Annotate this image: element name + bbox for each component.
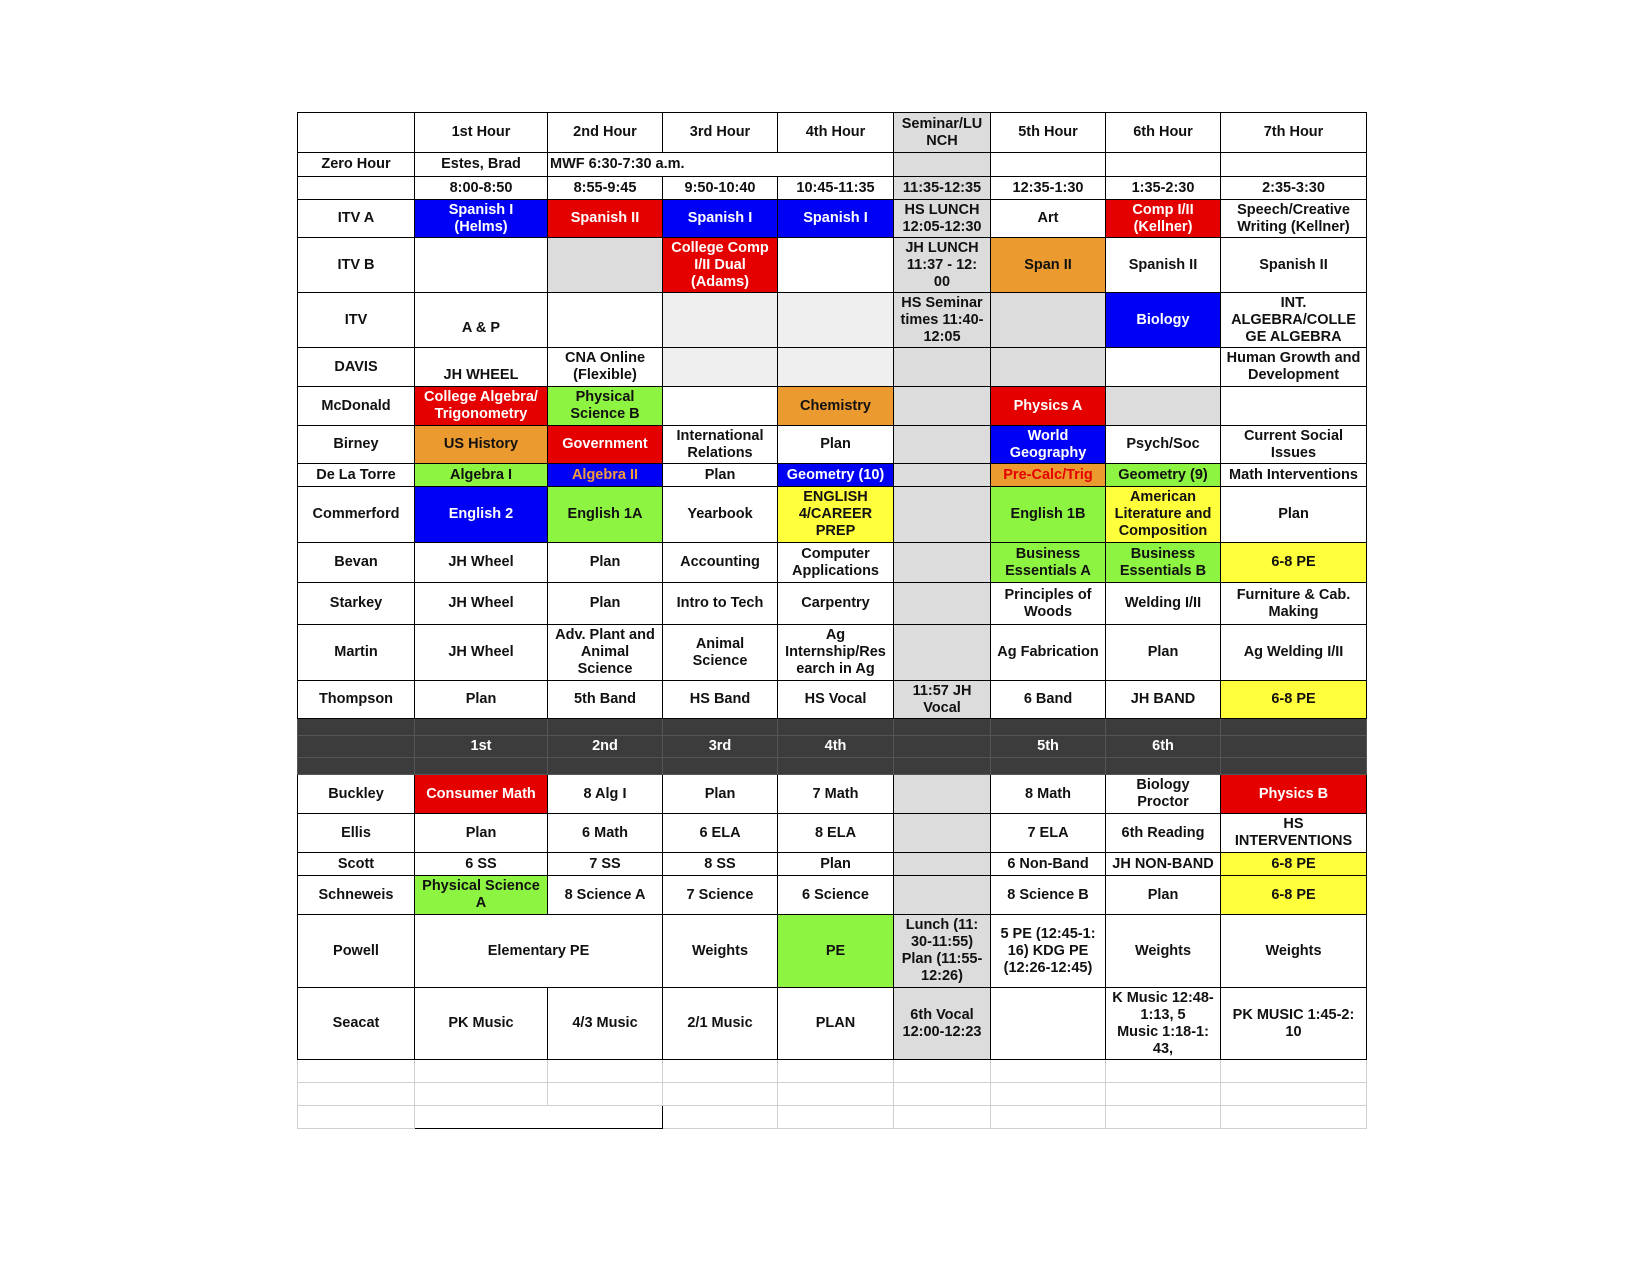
cell: ENGLISH 4/CAREER PREP — [778, 487, 894, 543]
cell: PK Music — [415, 988, 548, 1060]
cell: K Music 12:48- 1:13, 5 Music 1:18-1: 43, — [1106, 988, 1221, 1060]
empty-cell — [298, 1083, 415, 1106]
cell: PE — [778, 915, 894, 988]
divider-cell — [548, 758, 663, 775]
cell: Spanish II — [548, 200, 663, 238]
column-header — [1221, 736, 1367, 758]
cell: Art — [991, 200, 1106, 238]
row-label: Bevan — [298, 543, 415, 583]
row-label: DAVIS — [298, 348, 415, 387]
row-label: Commerford — [298, 487, 415, 543]
cell — [894, 876, 991, 915]
cell: Weights — [663, 915, 778, 988]
row-label: De La Torre — [298, 464, 415, 487]
cell: Government — [548, 426, 663, 464]
table-row — [298, 487, 1367, 543]
cell: English 2 — [415, 487, 548, 543]
cell: PLAN — [778, 988, 894, 1060]
empty-cell — [894, 1060, 991, 1083]
cell: Business Essentials A — [991, 543, 1106, 583]
table-row — [298, 387, 1367, 426]
table-row — [298, 1083, 1367, 1106]
cell: Welding I/II — [1106, 583, 1221, 625]
table-row — [298, 915, 1367, 988]
cell: Carpentry — [778, 583, 894, 625]
cell: 6 Math — [548, 814, 663, 853]
cell — [894, 583, 991, 625]
column-header: 5th — [991, 736, 1106, 758]
cell: Spanish II — [1221, 238, 1367, 293]
cell: Algebra I — [415, 464, 548, 487]
cell: Intro to Tech — [663, 583, 778, 625]
cell: Spanish I — [663, 200, 778, 238]
cell: Ag Welding I/II — [1221, 625, 1367, 681]
cell: Furniture & Cab. Making — [1221, 583, 1367, 625]
table-row — [298, 736, 1367, 758]
row-label: ITV — [298, 293, 415, 348]
time-cell: 12:35-1:30 — [991, 177, 1106, 200]
cell — [663, 387, 778, 426]
divider-cell — [663, 719, 778, 736]
schedule-table — [297, 112, 1367, 1129]
cell: Estes, Brad — [415, 153, 548, 177]
empty-cell — [1221, 1060, 1367, 1083]
table-row — [298, 348, 1367, 387]
time-cell: 10:45-11:35 — [778, 177, 894, 200]
table-row — [298, 625, 1367, 681]
row-label: Starkey — [298, 583, 415, 625]
column-header: 2nd — [548, 736, 663, 758]
divider-cell — [548, 719, 663, 736]
cell: Spanish I — [778, 200, 894, 238]
cell: Ag Internship/Res earch in Ag — [778, 625, 894, 681]
cell: Current Social Issues — [1221, 426, 1367, 464]
cell — [1106, 153, 1221, 177]
cell: 5 PE (12:45-1: 16) KDG PE (12:26-12:45) — [991, 915, 1106, 988]
cell: Physical Science B — [548, 387, 663, 426]
cell: 2/1 Music — [663, 988, 778, 1060]
cell: 6-8 PE — [1221, 543, 1367, 583]
table-row — [298, 681, 1367, 719]
column-header: 4th Hour — [778, 113, 894, 153]
empty-cell — [415, 1083, 548, 1106]
cell: A & P — [415, 293, 548, 348]
cell — [778, 293, 894, 348]
cell: 6-8 PE — [1221, 681, 1367, 719]
cell: 6th Vocal 12:00-12:23 — [894, 988, 991, 1060]
cell: Biology Proctor — [1106, 775, 1221, 814]
column-header — [894, 736, 991, 758]
column-header: 5th Hour — [991, 113, 1106, 153]
table-row — [298, 719, 1367, 736]
cell: Algebra II — [548, 464, 663, 487]
empty-cell — [1106, 1106, 1221, 1129]
cell: Plan — [1106, 625, 1221, 681]
table-row — [298, 113, 1367, 153]
cell: International Relations — [663, 426, 778, 464]
cell: 6 Non-Band — [991, 853, 1106, 876]
empty-cell — [663, 1106, 778, 1129]
cell: Plan — [548, 543, 663, 583]
table-row — [298, 238, 1367, 293]
cell — [778, 238, 894, 293]
cell: Computer Applications — [778, 543, 894, 583]
cell — [894, 426, 991, 464]
cell: English 1A — [548, 487, 663, 543]
empty-cell — [1221, 1083, 1367, 1106]
cell: College Comp I/II Dual (Adams) — [663, 238, 778, 293]
cell: JH Wheel — [415, 543, 548, 583]
cell — [894, 625, 991, 681]
cell: HS Band — [663, 681, 778, 719]
column-header: 3rd — [663, 736, 778, 758]
time-cell: 1:35-2:30 — [1106, 177, 1221, 200]
cell: Physics A — [991, 387, 1106, 426]
cell: Elementary PE — [415, 915, 663, 988]
table-row — [298, 426, 1367, 464]
column-header: 6th Hour — [1106, 113, 1221, 153]
cell: 8 Science A — [548, 876, 663, 915]
empty-cell — [991, 1060, 1106, 1083]
column-header: 3rd Hour — [663, 113, 778, 153]
cell — [894, 853, 991, 876]
empty-box — [415, 1106, 663, 1129]
cell: PK MUSIC 1:45-2: 10 — [1221, 988, 1367, 1060]
row-label: Martin — [298, 625, 415, 681]
cell — [894, 775, 991, 814]
empty-cell — [894, 1106, 991, 1129]
cell: 6 SS — [415, 853, 548, 876]
column-header: 2nd Hour — [548, 113, 663, 153]
cell: Plan — [778, 853, 894, 876]
table-row — [298, 814, 1367, 853]
table-row — [298, 200, 1367, 238]
cell: MWF 6:30-7:30 a.m. — [548, 153, 894, 177]
cell: JH WHEEL — [415, 348, 548, 387]
cell: Consumer Math — [415, 775, 548, 814]
divider-cell — [778, 719, 894, 736]
cell: CNA Online (Flexible) — [548, 348, 663, 387]
cell: Speech/Creative Writing (Kellner) — [1221, 200, 1367, 238]
row-label: Birney — [298, 426, 415, 464]
cell: 5th Band — [548, 681, 663, 719]
divider-cell — [1221, 719, 1367, 736]
cell — [894, 487, 991, 543]
empty-cell — [1106, 1060, 1221, 1083]
empty-cell — [298, 1060, 415, 1083]
row-label: Scott — [298, 853, 415, 876]
row-label: ITV B — [298, 238, 415, 293]
cell — [894, 464, 991, 487]
table-row — [298, 1060, 1367, 1083]
table-row — [298, 543, 1367, 583]
divider-cell — [894, 719, 991, 736]
column-header — [298, 113, 415, 153]
cell: Spanish I (Helms) — [415, 200, 548, 238]
cell: HS INTERVENTIONS — [1221, 814, 1367, 853]
cell: World Geography — [991, 426, 1106, 464]
empty-cell — [663, 1083, 778, 1106]
empty-cell — [894, 1083, 991, 1106]
cell: US History — [415, 426, 548, 464]
empty-cell — [415, 1060, 548, 1083]
cell: Chemistry — [778, 387, 894, 426]
column-header: 6th — [1106, 736, 1221, 758]
table-row — [298, 583, 1367, 625]
row-label: Ellis — [298, 814, 415, 853]
row-label: Powell — [298, 915, 415, 988]
divider-cell — [298, 719, 415, 736]
cell: JH BAND — [1106, 681, 1221, 719]
column-header: 7th Hour — [1221, 113, 1367, 153]
divider-cell — [298, 758, 415, 775]
cell: Weights — [1106, 915, 1221, 988]
column-header: 1st Hour — [415, 113, 548, 153]
empty-cell — [778, 1106, 894, 1129]
table-row — [298, 775, 1367, 814]
time-cell — [298, 177, 415, 200]
table-row — [298, 988, 1367, 1060]
table-row — [298, 758, 1367, 775]
cell — [894, 387, 991, 426]
empty-cell — [548, 1083, 663, 1106]
cell — [1106, 348, 1221, 387]
cell: Spanish II — [1106, 238, 1221, 293]
cell: Comp I/II (Kellner) — [1106, 200, 1221, 238]
column-header: Seminar/LU NCH — [894, 113, 991, 153]
divider-cell — [415, 719, 548, 736]
time-cell: 8:00-8:50 — [415, 177, 548, 200]
empty-cell — [991, 1106, 1106, 1129]
cell — [1221, 387, 1367, 426]
cell: Geometry (10) — [778, 464, 894, 487]
cell: Span II — [991, 238, 1106, 293]
divider-cell — [663, 758, 778, 775]
cell: 6 Band — [991, 681, 1106, 719]
cell: Math Interventions — [1221, 464, 1367, 487]
cell: 7 Science — [663, 876, 778, 915]
cell: 7 ELA — [991, 814, 1106, 853]
cell: 6 Science — [778, 876, 894, 915]
empty-cell — [298, 1106, 415, 1129]
cell: Plan — [778, 426, 894, 464]
cell: Lunch (11: 30-11:55) Plan (11:55- 12:26) — [894, 915, 991, 988]
cell: Principles of Woods — [991, 583, 1106, 625]
divider-cell — [1106, 758, 1221, 775]
row-label: Zero Hour — [298, 153, 415, 177]
cell: 8 Math — [991, 775, 1106, 814]
cell: Weights — [1221, 915, 1367, 988]
cell — [548, 238, 663, 293]
cell: 8 SS — [663, 853, 778, 876]
empty-cell — [778, 1083, 894, 1106]
empty-cell — [1221, 1106, 1367, 1129]
cell: 6-8 PE — [1221, 876, 1367, 915]
cell: Accounting — [663, 543, 778, 583]
empty-cell — [991, 1083, 1106, 1106]
cell: Physical Science A — [415, 876, 548, 915]
cell — [894, 348, 991, 387]
row-label: Seacat — [298, 988, 415, 1060]
cell: Pre-Calc/Trig — [991, 464, 1106, 487]
cell: 6 ELA — [663, 814, 778, 853]
cell — [1106, 387, 1221, 426]
cell: 6-8 PE — [1221, 853, 1367, 876]
divider-cell — [894, 758, 991, 775]
cell: Biology — [1106, 293, 1221, 348]
cell: Ag Fabrication — [991, 625, 1106, 681]
table-row — [298, 177, 1367, 200]
cell: Geometry (9) — [1106, 464, 1221, 487]
cell: Plan — [1106, 876, 1221, 915]
cell: English 1B — [991, 487, 1106, 543]
cell — [991, 153, 1106, 177]
cell: 11:57 JH Vocal — [894, 681, 991, 719]
column-header — [298, 736, 415, 758]
cell — [894, 543, 991, 583]
cell: Business Essentials B — [1106, 543, 1221, 583]
empty-cell — [1106, 1083, 1221, 1106]
cell — [991, 988, 1106, 1060]
empty-cell — [778, 1060, 894, 1083]
divider-cell — [991, 758, 1106, 775]
divider-cell — [415, 758, 548, 775]
cell: Plan — [663, 464, 778, 487]
cell: 8 Alg I — [548, 775, 663, 814]
row-label: Schneweis — [298, 876, 415, 915]
table-row — [298, 1106, 1367, 1129]
cell: 6th Reading — [1106, 814, 1221, 853]
time-cell: 8:55-9:45 — [548, 177, 663, 200]
cell: Plan — [1221, 487, 1367, 543]
table-row — [298, 153, 1367, 177]
cell: College Algebra/ Trigonometry — [415, 387, 548, 426]
cell — [663, 293, 778, 348]
time-cell: 2:35-3:30 — [1221, 177, 1367, 200]
cell: Psych/Soc — [1106, 426, 1221, 464]
row-label: Buckley — [298, 775, 415, 814]
cell — [663, 348, 778, 387]
row-label: McDonald — [298, 387, 415, 426]
row-label: Thompson — [298, 681, 415, 719]
cell — [894, 153, 991, 177]
cell: 8 Science B — [991, 876, 1106, 915]
cell: Plan — [663, 775, 778, 814]
cell: JH Wheel — [415, 583, 548, 625]
cell — [991, 293, 1106, 348]
cell: 7 SS — [548, 853, 663, 876]
row-label: ITV A — [298, 200, 415, 238]
cell: INT. ALGEBRA/COLLE GE ALGEBRA — [1221, 293, 1367, 348]
cell: HS LUNCH 12:05-12:30 — [894, 200, 991, 238]
divider-cell — [991, 719, 1106, 736]
cell — [1221, 153, 1367, 177]
divider-cell — [1221, 758, 1367, 775]
cell: JH Wheel — [415, 625, 548, 681]
cell: Animal Science — [663, 625, 778, 681]
divider-cell — [1106, 719, 1221, 736]
cell: 7 Math — [778, 775, 894, 814]
cell: Physics B — [1221, 775, 1367, 814]
empty-cell — [663, 1060, 778, 1083]
cell: Yearbook — [663, 487, 778, 543]
cell — [778, 348, 894, 387]
cell: Plan — [548, 583, 663, 625]
cell: 8 ELA — [778, 814, 894, 853]
time-cell: 9:50-10:40 — [663, 177, 778, 200]
cell: Adv. Plant and Animal Science — [548, 625, 663, 681]
time-cell: 11:35-12:35 — [894, 177, 991, 200]
cell: JH NON-BAND — [1106, 853, 1221, 876]
cell — [991, 348, 1106, 387]
empty-cell — [548, 1060, 663, 1083]
cell: 4/3 Music — [548, 988, 663, 1060]
table-row — [298, 293, 1367, 348]
cell: JH LUNCH 11:37 - 12: 00 — [894, 238, 991, 293]
cell: American Literature and Composition — [1106, 487, 1221, 543]
column-header: 1st — [415, 736, 548, 758]
cell: Plan — [415, 681, 548, 719]
cell — [548, 293, 663, 348]
cell — [894, 814, 991, 853]
cell: HS Seminar times 11:40- 12:05 — [894, 293, 991, 348]
cell: Plan — [415, 814, 548, 853]
table-row — [298, 876, 1367, 915]
cell: HS Vocal — [778, 681, 894, 719]
cell: Human Growth and Development — [1221, 348, 1367, 387]
cell — [415, 238, 548, 293]
column-header: 4th — [778, 736, 894, 758]
table-row — [298, 853, 1367, 876]
table-row — [298, 464, 1367, 487]
divider-cell — [778, 758, 894, 775]
